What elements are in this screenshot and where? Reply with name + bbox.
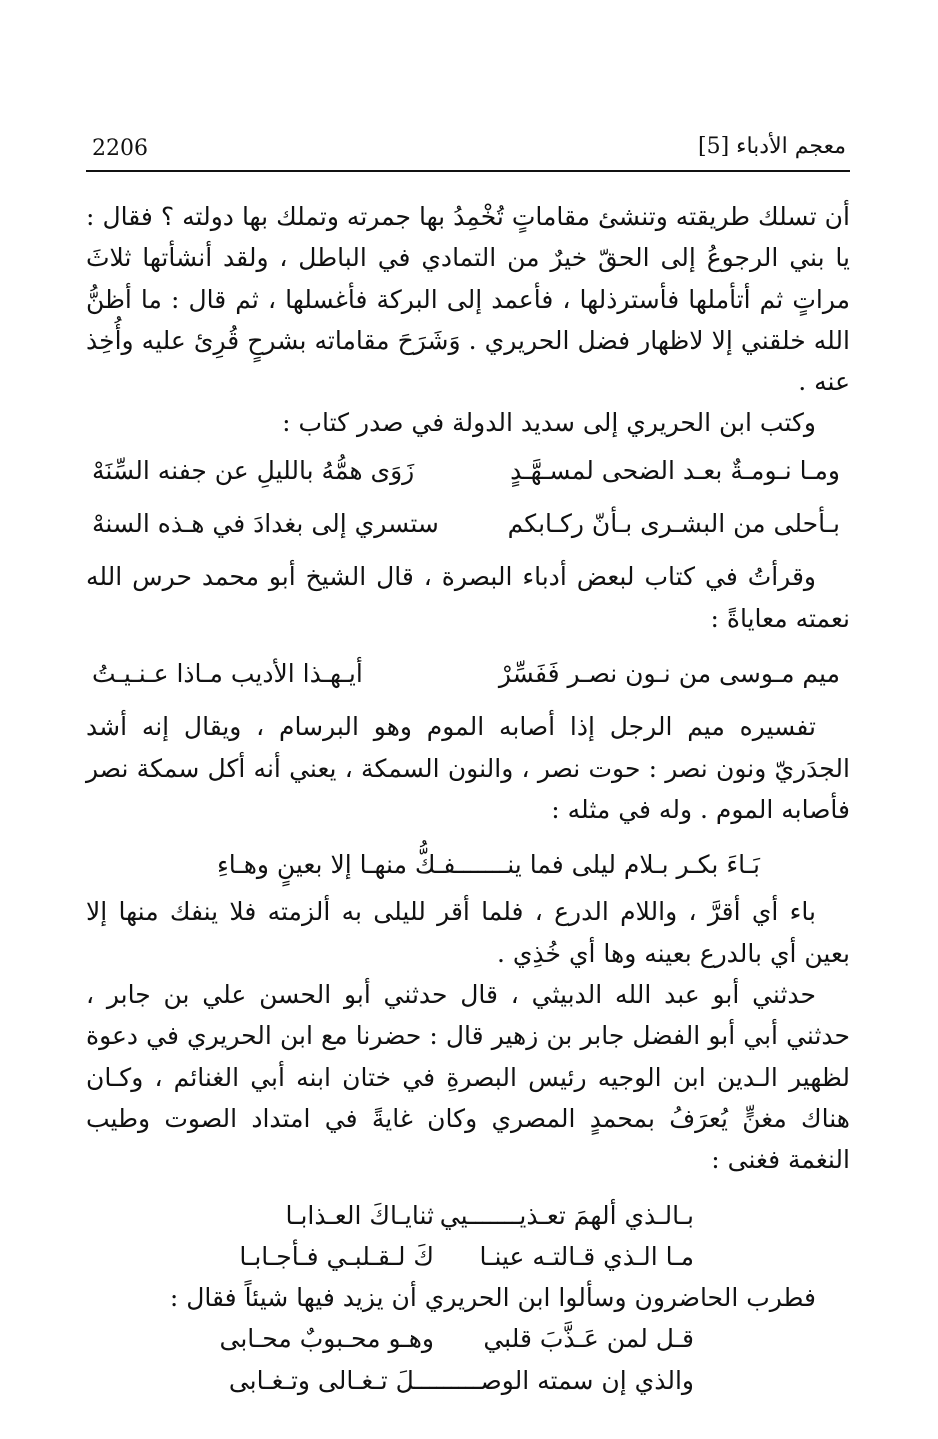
paragraph: فطرب الحاضرون وسألوا ابن الحريري أن يزيد فيها شيئاً فقال : — [169, 1283, 816, 1313]
verse-hemistich: وهـو محـبوبٌ محـابى — [219, 1324, 434, 1354]
verse-line: بَـاءَ بكـر بـلام ليلى فما ينـــــــفـكُّ منهـا إلا بعينٍ وهـاءِ — [217, 850, 760, 880]
verse-hemistich: قـل لمن عَـذَّبَ قلبي — [483, 1324, 694, 1354]
verse-hemistich: أيـهـذا الأديب مـاذا عـنـيـتُ — [92, 658, 363, 688]
page-header — [86, 130, 850, 172]
poem — [86, 1195, 850, 1278]
verse-hemistich: ستسري إلى بغدادَ في هـذه السنهْ — [92, 509, 439, 539]
poem — [86, 1318, 850, 1401]
verse-hemistich: ثنايـاكَ العـذابـا — [285, 1200, 434, 1230]
verse-line — [86, 653, 850, 694]
verse-hemistich: بـأحلى من البشـرى بـأنّ ركـابكم — [507, 509, 840, 539]
paragraph: حدثني أبو عبد الله الدبيثي ، قال حدثني أبو الحسن علي بن جابر ، حدثني أبي أبو الفضل جابر بن زهير قال : حضرنا مع ابن الحريري في دعوة لظهير الـدين ابن الوجيه رئيس البصرةِ في ختان ابنه أبي الغنائم ، وكـان هناك مغنٍّ يُعرَفُ بمحمدٍ المصري وكان غايةً في امتداد الصوت وطيب النغمة فغنى : — [86, 980, 850, 1175]
page-number: 2206 — [92, 136, 148, 161]
page-body — [86, 196, 850, 1401]
paragraph: تفسيره ميم الرجل إذا أصابه الموم وهو البرسام ، ويقال إنه أشد الجدَريّ ونون نصر : حوت نصر ، والنون السمكة ، يعني أنه أكل سمكة نصر فأصابه الموم . وله في مثله : — [86, 712, 850, 824]
poem-line: والذي إن سمته الوصـــــــــلَ تـغـالى وتـغـابى — [228, 1365, 694, 1395]
poem-line — [86, 1236, 694, 1277]
verse-hemistich: ميم مـوسى من نـون نصـر فَفَسِّرْ — [498, 658, 840, 688]
paragraph: أن تسلك طريقته وتنشئ مقاماتٍ تُخْمِدُ بها جمرته وتملك بها دولته ؟ فقال : يا بني الرجوعُ إلى الحقّ خيرٌ من التمادي في الباطل ، ولقد أنشأتها ثلاثَ مراتٍ ثم أتأملها فأسترذلها ، فأعمد إلى البركة فأغسلها ، ثم قال : ما أظنُّ الله خلقني إلا لاظهار فضل الحريري . وَشَرَحَ مقاماته بشرحٍ قُرِئ عليه وأُخِذ عنه . — [86, 202, 850, 397]
paragraph: وكتب ابن الحريري إلى سديد الدولة في صدر كتاب : — [282, 408, 816, 438]
verse-hemistich: زَوَى همُّهُ بالليلِ عن جفنه السِّنَهْ — [92, 455, 415, 485]
poem-line — [86, 1318, 694, 1359]
paragraph: وقرأتُ في كتاب لبعض أدباء البصرة ، قال الشيخ أبو محمد حرس الله نعمته معاياةً : — [86, 562, 850, 633]
verse-line — [86, 503, 850, 544]
running-head: معجم الأدباء [5] — [697, 134, 846, 159]
verse-line — [86, 450, 850, 491]
verse-hemistich: كَ لـقـلبـي فـأجـابـا — [239, 1241, 434, 1271]
verse-hemistich: بـالـذي ألهمَ تعـذيـــــــيي — [439, 1200, 694, 1230]
poem-line — [86, 1195, 694, 1236]
paragraph: باء أي أقرَّ ، واللام الدرع ، فلما أقر لليلى به ألزمته فلا ينفك منها إلا بعين أي بالدرع بعينه وها أي خُذِي . — [86, 897, 850, 968]
verse-hemistich: مـا الـذي قـالتـه عينـا — [479, 1241, 694, 1271]
verse-hemistich: ومـا نـومـةٌ بعـد الضحى لمسـهَّـدٍ — [510, 455, 840, 485]
